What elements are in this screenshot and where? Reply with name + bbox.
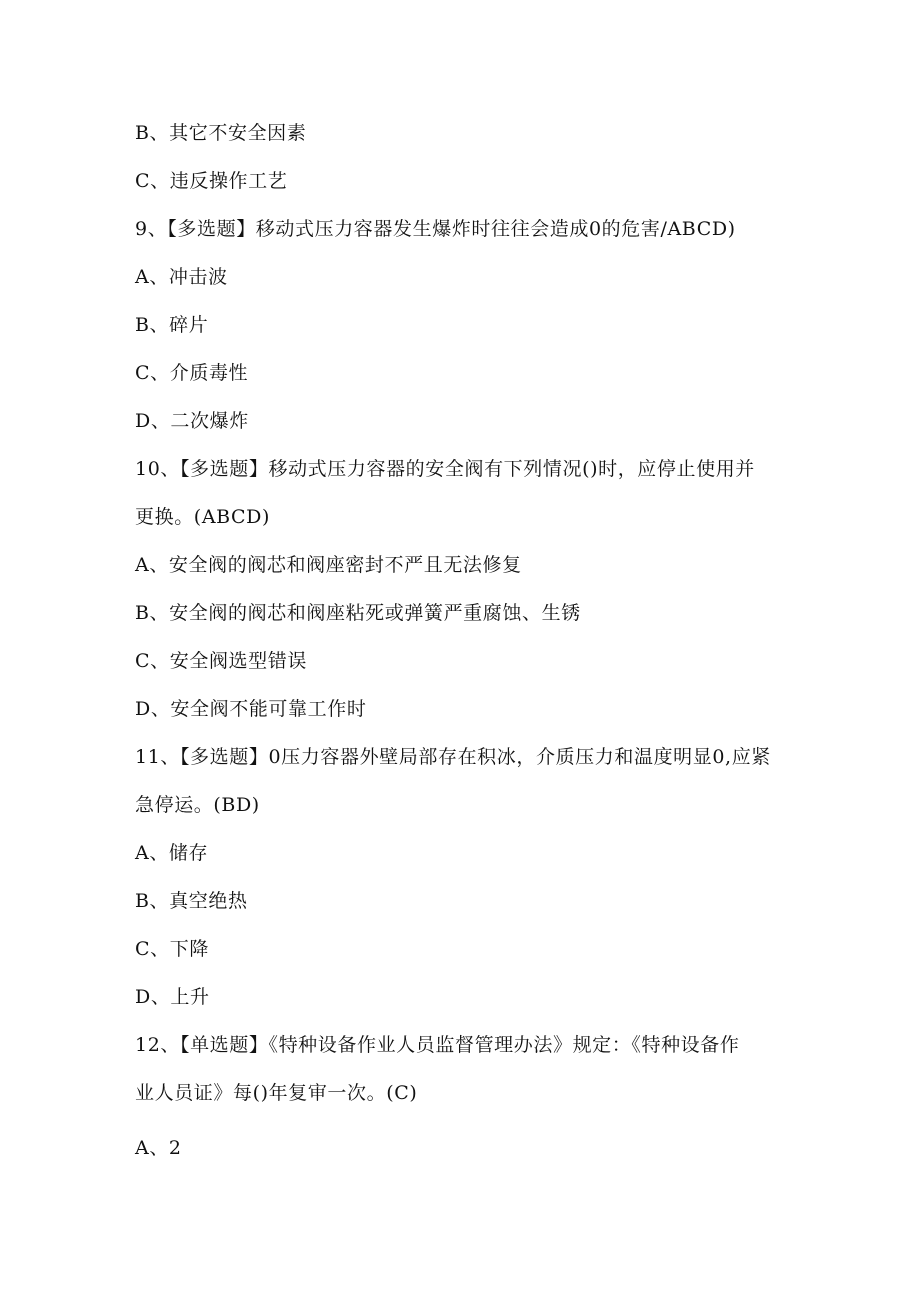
option-a-q10: A、安全阀的阀芯和阀座密封不严且无法修复	[135, 554, 522, 576]
option-b-q8: B、其它不安全因素	[135, 122, 307, 144]
option-d-q9: D、二次爆炸	[135, 410, 249, 432]
option-d-q10: D、安全阀不能可靠工作时	[135, 698, 367, 720]
option-a-q9: A、冲击波	[135, 266, 228, 288]
option-c-q9: C、介质毒性	[135, 362, 249, 384]
question-11: 11、【多选题】0压力容器外壁局部存在积冰，介质压力和温度明显0,应紧	[135, 746, 771, 768]
option-b-q9: B、碎片	[135, 314, 209, 336]
question-9: 9、【多选题】移动式压力容器发生爆炸时往往会造成0的危害/ABCD)	[135, 218, 736, 240]
question-12: 12、【单选题】《特种设备作业人员监督管理办法》规定：《特种设备作	[135, 1034, 740, 1056]
question-12-cont: 业人员证》每()年复审一次。(C)	[135, 1082, 418, 1104]
option-b-q11: B、真空绝热	[135, 890, 248, 912]
question-11-cont: 急停运。(BD)	[135, 794, 260, 816]
option-a-q12: A、2	[135, 1137, 182, 1159]
question-10: 10、【多选题】移动式压力容器的安全阀有下列情况()时，应停止使用并	[135, 458, 755, 480]
option-c-q11: C、下降	[135, 938, 209, 960]
option-d-q11: D、上升	[135, 986, 210, 1008]
option-c-q8: C、违反操作工艺	[135, 170, 288, 192]
option-b-q10: B、安全阀的阀芯和阀座粘死或弹簧严重腐蚀、生锈	[135, 602, 581, 624]
option-c-q10: C、安全阀选型错误	[135, 650, 307, 672]
option-a-q11: A、储存	[135, 842, 209, 864]
question-10-cont: 更换。(ABCD)	[135, 506, 271, 528]
